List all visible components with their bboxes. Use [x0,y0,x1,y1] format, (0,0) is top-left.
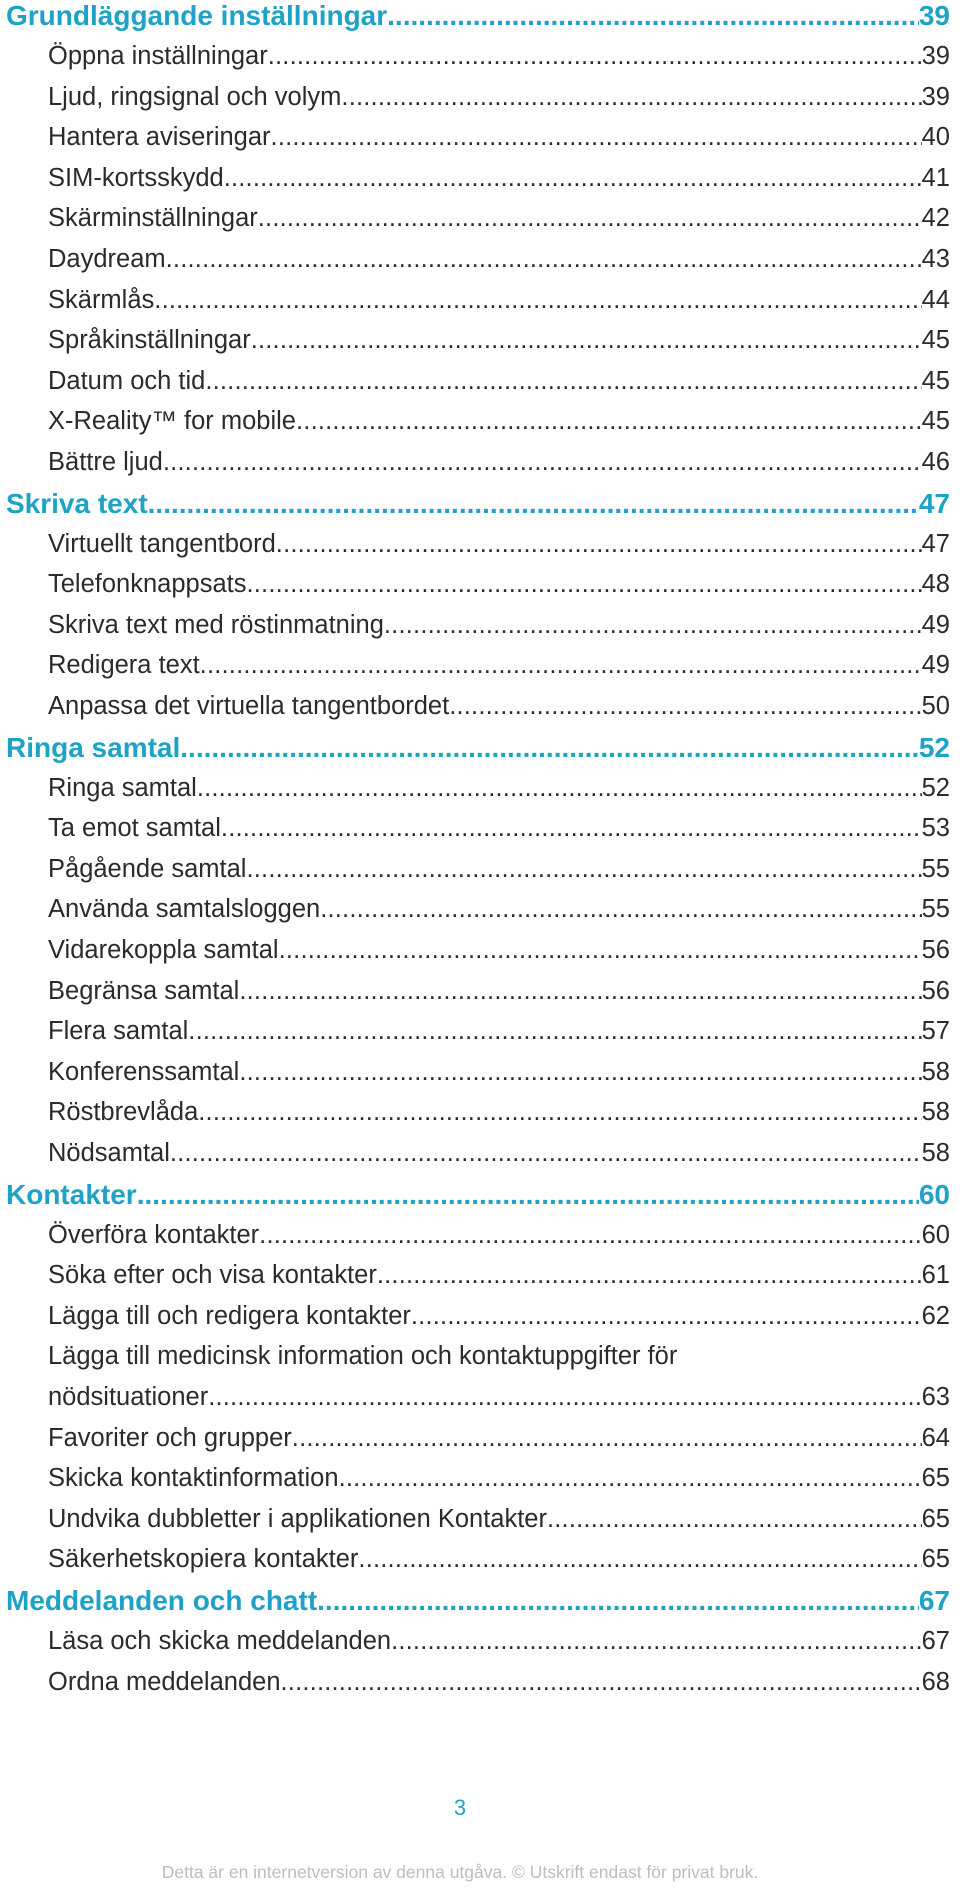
dot-leader [271,119,922,155]
dot-leader [384,607,922,643]
toc-entry[interactable] [48,688,950,724]
toc-page-number: 60 [921,1220,950,1249]
toc-entry-title: Begränsa samtal [48,976,240,1005]
toc-entry-title: Språkinställningar [48,326,251,355]
toc-entry-title: Läsa och skicka meddelanden [48,1627,392,1655]
toc-entry[interactable] [48,363,950,399]
toc-entry[interactable] [48,241,950,277]
toc-page-number: 57 [921,1017,950,1046]
toc-entry[interactable] [48,891,950,927]
dot-leader [377,1257,922,1293]
toc-section-title: Ringa samtal [6,731,181,763]
toc-page-number: 68 [921,1667,950,1696]
toc-entry-title: Ringa samtal [48,773,197,802]
toc-entry[interactable] [48,526,950,562]
toc-section[interactable] [6,1176,950,1214]
toc-entry-title: Pågående samtal [48,854,247,883]
toc-page-number: 65 [921,1504,950,1533]
dot-leader [387,0,919,35]
toc-entry[interactable] [48,1623,950,1659]
toc-page-number: 39 [921,82,950,111]
toc-section[interactable] [6,1582,950,1620]
toc-entry[interactable] [48,444,950,480]
toc-entry-title: Lägga till och redigera kontakter [48,1301,411,1330]
toc-entry-title: Skärmlås [48,285,155,314]
toc-entry[interactable] [48,607,950,643]
dot-leader [276,526,922,562]
dot-leader [239,1054,921,1090]
dot-leader [170,1135,922,1171]
toc-page-number: 44 [921,285,950,314]
toc-entry[interactable] [48,770,950,806]
dot-leader [259,1217,921,1253]
toc-entry[interactable] [48,322,950,358]
toc-entry-line: Lägga till medicinsk information och kontaktuppgifter för [48,1342,678,1371]
toc-page-number: 45 [921,326,950,355]
dot-leader [449,688,921,724]
toc-page-number: 62 [921,1301,950,1330]
toc-page-number: 58 [921,1139,950,1167]
toc-entry-title: Skärminställningar [48,204,258,233]
toc-page-number: 47 [921,529,950,558]
toc-entry[interactable] [48,1541,950,1577]
toc-entry[interactable] [48,1501,950,1537]
toc-page-number: 47 [918,487,950,519]
toc-entry[interactable] [48,119,950,155]
toc-entry-title: Bättre ljud [48,448,163,476]
page-number: 3 [453,1795,467,1820]
dot-leader [198,1094,921,1130]
toc-page-number: 43 [921,245,950,273]
toc-entry[interactable] [48,1135,950,1171]
toc-entry[interactable] [48,1257,950,1293]
toc-page-number: 45 [921,407,950,436]
dot-leader [205,363,921,399]
toc-entry-title: Virtuellt tangentbord [48,529,276,558]
toc-page-number: 49 [921,651,950,680]
toc-page-number: 58 [921,1098,950,1127]
dot-leader [296,403,922,439]
toc-entry-title: Undvika dubbletter i applikationen Kontakter [48,1504,547,1533]
dot-leader [239,973,921,1009]
dot-leader [200,647,922,683]
toc-page-number: 55 [921,854,950,883]
toc-page-number: 40 [921,123,950,152]
toc-entry-title: Konferenssamtal [48,1057,240,1086]
toc-entry-title: Favoriter och grupper [48,1423,292,1452]
toc-page-number: 53 [921,814,950,843]
toc-page-number: 58 [921,1057,950,1086]
dot-leader [166,241,922,277]
toc-entry[interactable] [48,160,950,196]
toc-section[interactable] [6,729,950,767]
dot-leader [547,1501,922,1537]
toc-section-title: Skriva text [6,487,148,519]
toc-page-number: 49 [921,610,950,639]
toc-entry[interactable] [48,1298,950,1334]
toc-entry[interactable] [48,403,950,439]
toc-page-number: 67 [921,1627,950,1655]
toc-entry-title: Redigera text [48,651,200,680]
dot-leader [341,79,921,115]
toc-entry-title: Daydream [48,245,166,273]
toc-entry[interactable] [48,1664,950,1700]
toc-page-number: 65 [921,1545,950,1574]
toc-entry-title: Nödsamtal [48,1139,170,1167]
toc-entry-title: Ljud, ringsignal och volym [48,82,342,111]
toc-entry-title: Anpassa det virtuella tangentbordet [48,692,450,720]
toc-entry[interactable] [48,566,950,602]
toc-entry-title: Röstbrevlåda [48,1098,199,1127]
dot-leader [221,810,922,846]
toc-entry[interactable] [48,851,950,887]
toc-entry[interactable] [48,1094,950,1130]
dot-leader [391,1623,922,1659]
toc-entry[interactable] [48,810,950,846]
toc-page-number: 67 [918,1585,950,1616]
toc-entry-title: Använda samtalsloggen [48,895,321,924]
toc-page-number: 63 [921,1383,950,1411]
toc-entry[interactable] [48,647,950,683]
dot-leader [224,160,922,196]
toc-entry-title: Ta emot samtal [48,814,221,843]
toc-page-number: 65 [921,1464,950,1493]
dot-leader [148,485,919,523]
toc-entry-title: Telefonknappsats [48,570,247,599]
dot-leader [281,1664,922,1700]
dot-leader [339,1460,922,1496]
toc-entry[interactable] [48,1420,950,1456]
dot-leader [320,891,921,927]
toc-entry-title: Flera samtal [48,1017,189,1046]
dot-leader [246,851,921,887]
dot-leader [246,566,921,602]
toc-page-number: 41 [921,163,950,192]
dot-leader [154,282,921,318]
toc-entry[interactable] [48,1460,950,1496]
toc-entry[interactable] [48,1217,950,1253]
toc-entry-title: nödsituationer [48,1383,209,1411]
toc-page-number: 56 [921,936,950,964]
toc-entry[interactable] [48,973,950,1009]
toc-entry-title: Skriva text med röstinmatning [48,610,384,639]
toc-section[interactable] [6,0,950,35]
toc-page-number: 45 [921,366,950,395]
toc-entry-title: Öppna inställningar [48,42,268,70]
toc-section[interactable] [6,485,950,523]
toc-entry[interactable] [48,932,950,968]
toc-page-number: 39 [918,0,950,31]
toc-page-number: 39 [921,42,950,70]
dot-leader [411,1298,922,1334]
toc-entry-title: Ordna meddelanden [48,1667,281,1696]
toc-page-number: 52 [921,773,950,802]
toc-entry[interactable] [48,200,950,236]
dot-leader [137,1176,919,1214]
toc-entry[interactable] [48,79,950,115]
toc-page-number: 50 [921,692,950,720]
dot-leader [180,729,919,767]
toc-page-number: 52 [918,731,950,763]
toc-page-number: 48 [921,570,950,599]
toc-page-number: 56 [921,976,950,1005]
dot-leader [268,38,922,74]
toc-page-number: 61 [921,1261,950,1290]
dot-leader [279,932,922,968]
toc-entry-title: SIM-kortsskydd [48,163,224,192]
dot-leader [197,770,922,806]
footer-note: Detta är en internetversion av denna utgåva. © Utskrift endast för privat bruk. [161,1862,759,1882]
toc-entry[interactable] [48,1379,950,1415]
toc-section-title: Kontakter [6,1178,137,1210]
toc-page-number: 55 [921,895,950,924]
dot-leader [208,1379,921,1415]
toc-page-number: 60 [918,1178,950,1210]
dot-leader [292,1420,922,1456]
toc-page-number: 64 [921,1423,950,1452]
dot-leader [358,1541,921,1577]
toc-entry-title: Söka efter och visa kontakter [48,1261,377,1290]
toc-entry-title: Datum och tid [48,366,206,395]
toc-entry[interactable] [48,38,950,74]
toc-entry-title: Hantera aviseringar [48,123,271,152]
toc-page-number: 46 [921,448,950,476]
toc-section-title: Meddelanden och chatt [6,1585,318,1616]
toc-entry-title: Överföra kontakter [48,1220,260,1249]
dot-leader [258,200,922,236]
toc-entry-title: X-Reality™ for mobile [48,407,296,436]
toc-section-title: Grundläggande inställningar [6,0,388,31]
dot-leader [163,444,922,480]
dot-leader [317,1582,919,1620]
toc-page-number: 42 [921,204,950,233]
toc-entry-title: Vidarekoppla samtal [48,936,279,964]
toc-entry[interactable] [48,1054,950,1090]
toc-entry-title: Skicka kontaktinformation [48,1464,339,1493]
toc-entry-title: Säkerhetskopiera kontakter [48,1545,359,1574]
toc-entry[interactable] [48,1013,950,1049]
dot-leader [251,322,922,358]
toc-entry[interactable] [48,282,950,318]
dot-leader [188,1013,921,1049]
